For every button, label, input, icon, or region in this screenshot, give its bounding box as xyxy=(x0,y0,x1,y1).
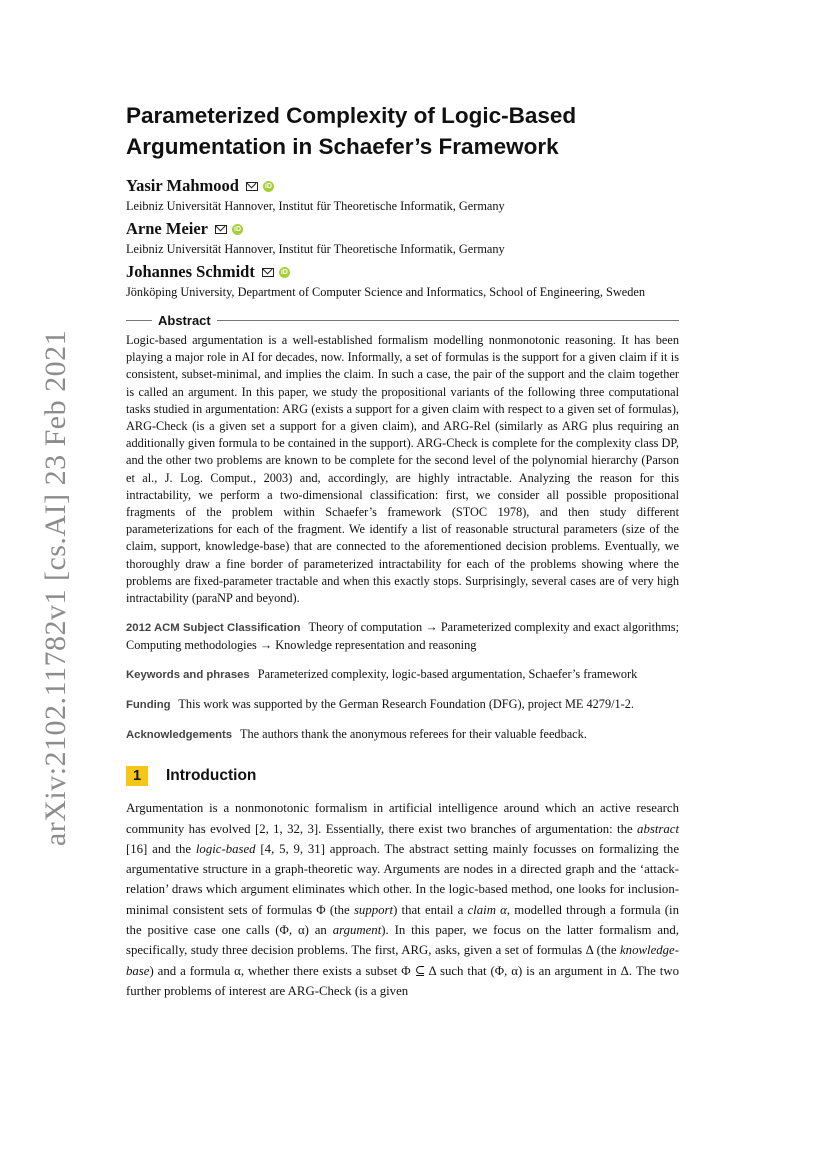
keywords-text: Parameterized complexity, logic-based argumentation, Schaefer’s framework xyxy=(257,667,638,682)
keywords-label: Keywords and phrases xyxy=(126,669,250,682)
text-run: ) that entail a xyxy=(393,902,468,917)
acknowledgements xyxy=(126,726,679,744)
divider xyxy=(217,320,679,321)
author-block-2 xyxy=(126,219,679,258)
paper-page xyxy=(126,100,679,1001)
author-name: Yasir Mahmood xyxy=(126,176,239,195)
text-run: [4, 5, 9, 31] approach. The abstract setting mainly focusses on formalizing the argumentative structure in a graph-theoretic way. Arguments are nodes in a directed graph and the ‘attack-relation’ draws which argument eliminates which other. In the logic-based method, one looks for inclusion-minimal consistent sets of formulas Φ (the xyxy=(126,841,679,917)
section-title: Introduction xyxy=(166,767,257,785)
text-run: [16] and the xyxy=(126,841,196,856)
text-run: Argumentation is a nonmonotonic formalism in artificial intelligence around which an active research community has evolved [2, 1, 32, 3]. Essentially, there exist two branches of argumentation: the xyxy=(126,801,679,836)
author-block-3 xyxy=(126,262,679,301)
section-heading xyxy=(126,766,679,786)
emphasis: support xyxy=(353,902,394,917)
acm-text: Theory of computation → Parameterized complexity and exact algorithms; Computing methodologies → Knowledge representation and reasoning xyxy=(126,620,679,653)
email-icon[interactable] xyxy=(246,182,258,191)
author-affiliation: Leibniz Universität Hannover, Institut für Theoretische Informatik, Germany xyxy=(126,242,505,256)
acm-classification xyxy=(126,619,679,654)
section-number: 1 xyxy=(126,766,148,786)
author-affiliation: Leibniz Universität Hannover, Institut für Theoretische Informatik, Germany xyxy=(126,199,505,213)
introduction-paragraph xyxy=(126,798,679,1001)
emphasis: knowledge-base xyxy=(126,943,679,978)
funding-label: Funding xyxy=(126,699,171,712)
emphasis: logic-based xyxy=(195,841,256,856)
orcid-icon[interactable]: iD xyxy=(264,182,272,190)
abstract-text: Logic-based argumentation is a well-established formalism modelling nonmonotonic reasoning. It has been playing a major role in AI for decades, now. Informally, a set of formulas is the support for a given claim if it is consistent, subset-minimal, and implies the claim. In such a case, the pair of the support and the claim together is called an argument. In this paper, we study the propositional variants of the following three computational tasks studied in argumentation: ARG (exists a support for a given claim with respect to a given set of formulas), ARG-Check (is a given set a support for a given claim), and ARG-Rel (similarly as ARG plus requiring an additionally given formula to be contained in the support). ARG-Check is complete for the complexity class DP, and the other two problems are known to be complete for the second level of the polynomial hierarchy (Parson et al., J. Log. Comput., 2003) and, accordingly, are highly intractable. Analyzing the reason for this intractability, we perform a two-dimensional classification: first, we consider all possible propositional fragments of the problem within Schaefer’s framework (STOC 1978), and then study different parameterizations for each of the fragment. We identify a list of reasonable structural parameters (size of the claim, support, knowledge-base) that are connected to the aforementioned decision problems. Eventually, we thoroughly draw a fine border of parameterized intractability for each of the problems showing where the problems are fixed-parameter tractable and when this exactly stops. Surprisingly, several cases are of very high intractability (paraNP and beyond). xyxy=(126,333,679,606)
text-run: ) and a formula α, whether there exists a subset Φ ⊆ Δ such that (Φ, α) is an argument in Δ. The two further problems of interest are ARG-Check (is a given xyxy=(126,963,679,998)
paper-title: Parameterized Complexity of Logic-Based Argumentation in Schaefer’s Framework xyxy=(126,103,577,159)
keywords xyxy=(126,666,679,684)
orcid-icon[interactable]: iD xyxy=(280,268,288,276)
email-icon[interactable] xyxy=(215,225,227,234)
funding xyxy=(126,696,679,714)
abstract-label: Abstract xyxy=(158,313,211,328)
funding-text: This work was supported by the German Research Foundation (DFG), project ME 4279/1-2. xyxy=(178,697,634,712)
acknowledgements-text: The authors thank the anonymous referees for their valuable feedback. xyxy=(239,727,587,742)
author-affiliation: Jönköping University, Department of Computer Science and Informatics, School of Engineering, Sweden xyxy=(126,285,645,299)
email-icon[interactable] xyxy=(262,268,274,277)
emphasis: argument xyxy=(332,923,382,938)
author-name: Arne Meier xyxy=(126,219,208,238)
author-name: Johannes Schmidt xyxy=(126,262,255,281)
arxiv-identifier-stamp: arXiv:2102.11782v1 [cs.AI] 23 Feb 2021 xyxy=(39,329,72,847)
emphasis: claim α xyxy=(467,902,507,917)
author-block-1 xyxy=(126,176,679,215)
text-run: ). In this paper, we focus on the latter formalism and, specifically, study three decision problems. The first, ARG, asks, given a set of formulas Δ (the xyxy=(126,923,680,958)
acm-label: 2012 ACM Subject Classification xyxy=(126,622,301,635)
divider xyxy=(126,320,152,321)
orcid-icon[interactable]: iD xyxy=(234,225,241,233)
emphasis: abstract xyxy=(637,821,679,836)
acknowledgements-label: Acknowledgements xyxy=(126,729,233,742)
text-run: , modelled through a formula (in the positive case one calls (Φ, α) an xyxy=(126,902,679,938)
abstract-heading xyxy=(126,313,679,328)
